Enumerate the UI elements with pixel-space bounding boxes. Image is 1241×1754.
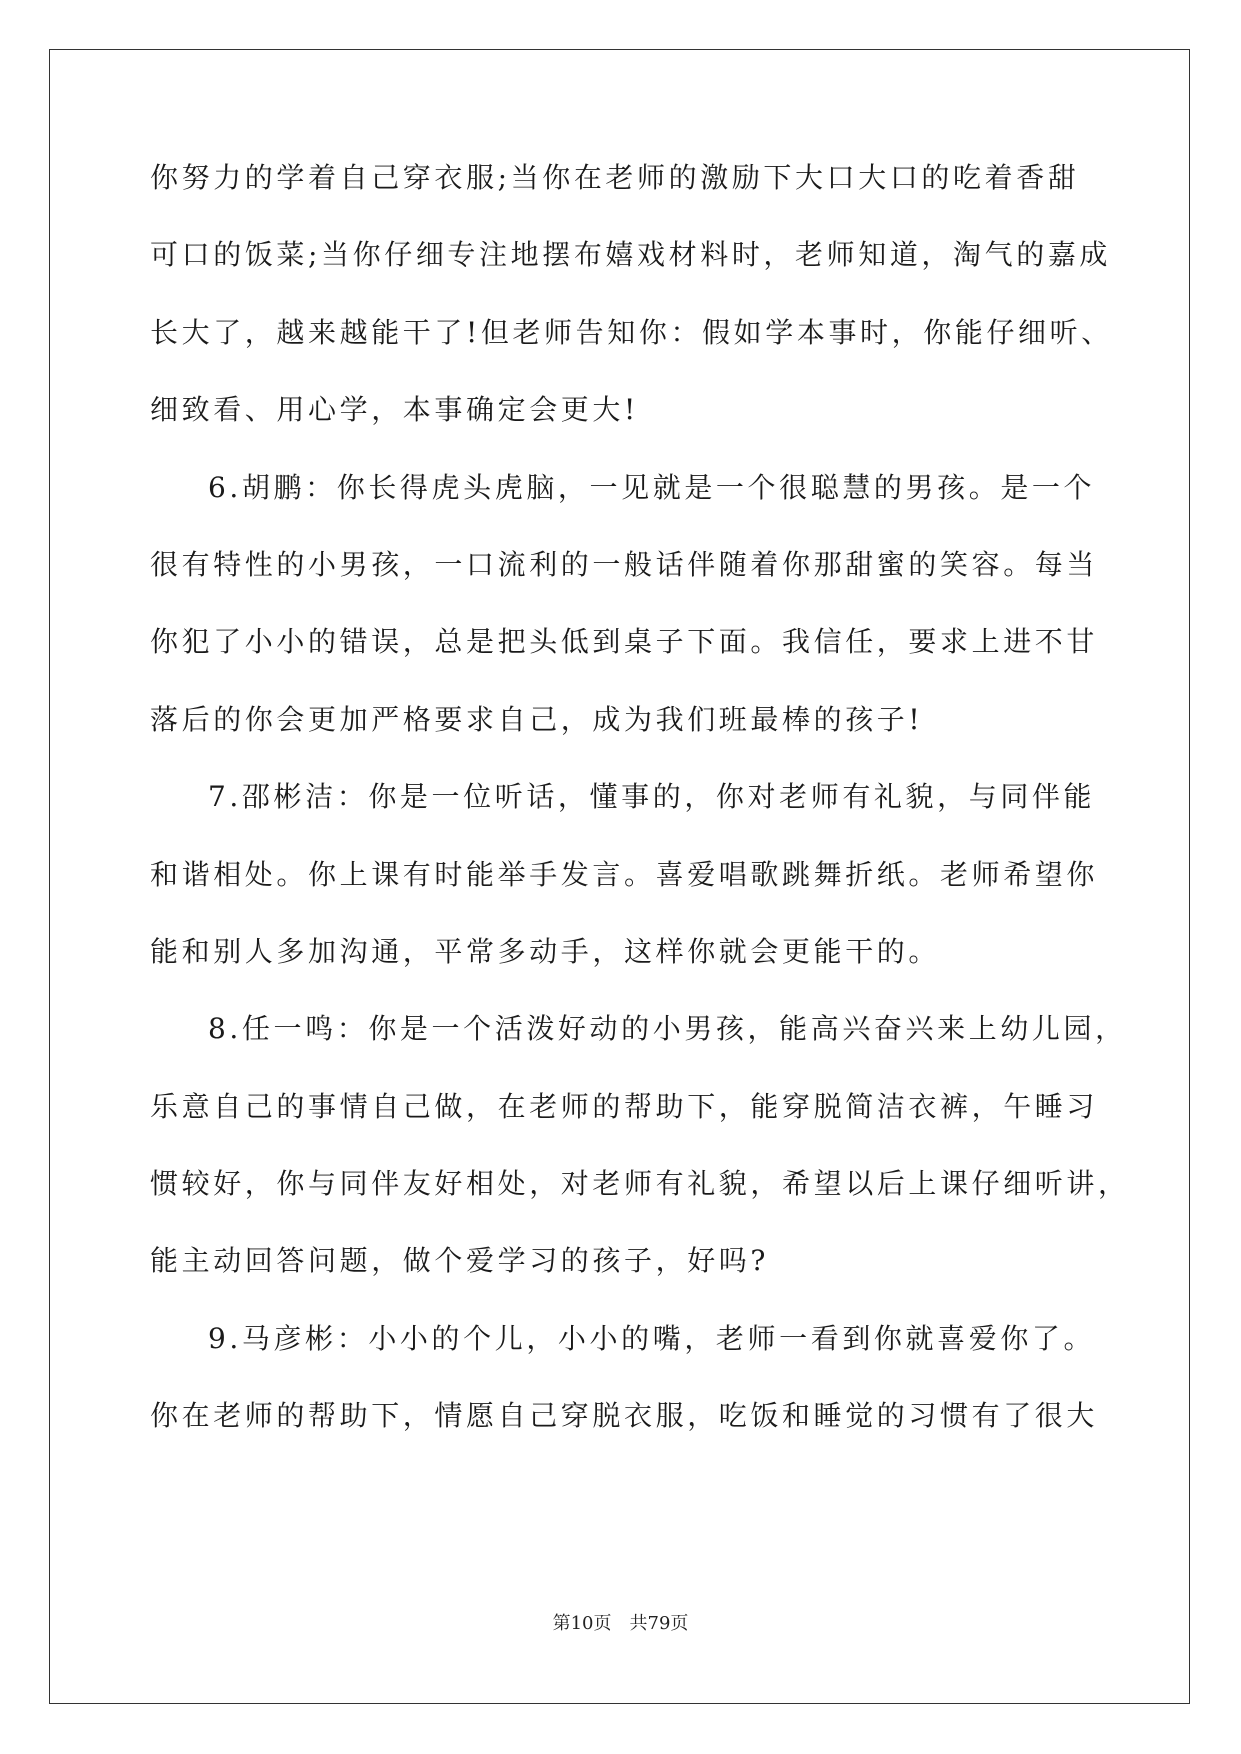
text-line: 你犯了小小的错误，总是把头低到桌子下面。我信任，要求上进不甘 [150,625,1099,659]
text-line: 能和别人多加沟通，平常多动手，这样你就会更能干的。 [150,934,941,968]
text-line: 落后的你会更加严格要求自己，成为我们班最棒的孩子! [150,702,924,736]
paragraph-start-line: 9.马彦彬：小小的个儿，小小的嘴，老师一看到你就喜爱你了。 [208,1321,1096,1355]
text-line: 能主动回答问题，做个爱学习的孩子，好吗? [150,1244,770,1278]
text-line: 细致看、用心学，本事确定会更大! [150,393,639,427]
text-line: 你努力的学着自己穿衣服;当你在老师的激励下大口大口的吃着香甜 [150,161,1080,194]
text-line: 和谐相处。你上课有时能举手发言。喜爱唱歌跳舞折纸。老师希望你 [150,857,1099,891]
paragraph-start-line: 6.胡鹏：你长得虎头虎脑，一见就是一个很聪慧的男孩。是一个 [208,470,1096,504]
page-footer [0,1613,1241,1635]
text-line: 长大了，越来越能干了!但老师告知你：假如学本事时，你能仔细听、 [150,315,1113,349]
text-line: 惯较好，你与同伴友好相处，对老师有礼貌，希望以后上课仔细听讲， [150,1167,1130,1201]
page-number: 第10页 [552,1613,612,1634]
paragraph-start-line: 7.邵彬洁：你是一位听话，懂事的，你对老师有礼貌，与同伴能 [208,780,1096,814]
page-total: 共79页 [629,1613,689,1634]
text-line: 你在老师的帮助下，情愿自己穿脱衣服，吃饭和睡觉的习惯有了很大 [150,1399,1099,1433]
document-body [150,161,1130,1479]
text-line: 乐意自己的事情自己做，在老师的帮助下，能穿脱简洁衣裤，午睡习 [150,1089,1099,1123]
paragraph-start-line: 8.任一鸣：你是一个活泼好动的小男孩，能高兴奋兴来上幼儿园， [208,1012,1127,1046]
text-line: 很有特性的小男孩，一口流利的一般话伴随着你那甜蜜的笑容。每当 [150,547,1099,581]
text-line: 可口的饭菜;当你仔细专注地摆布嬉戏材料时，老师知道，淘气的嘉成 [150,238,1112,272]
